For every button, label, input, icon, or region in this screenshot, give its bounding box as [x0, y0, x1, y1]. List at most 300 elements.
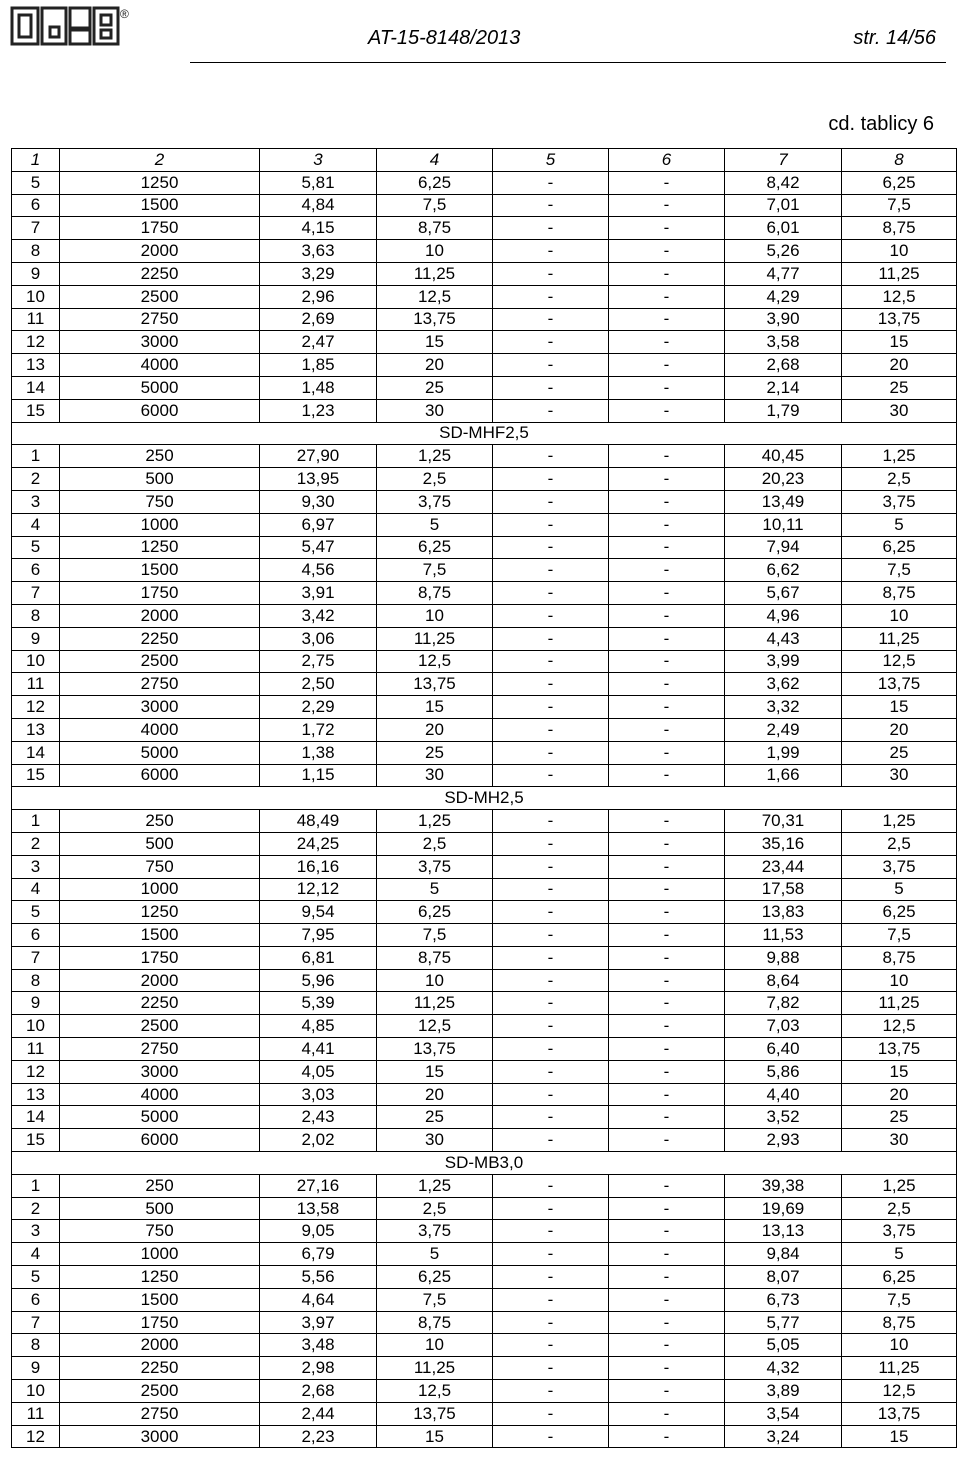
table-cell: - — [493, 1243, 609, 1266]
table-cell: 3,24 — [725, 1425, 842, 1448]
table-cell: 9,84 — [725, 1243, 842, 1266]
table-row — [12, 969, 957, 992]
table-cell: - — [609, 376, 725, 399]
table-cell: 2,14 — [725, 376, 842, 399]
table-cell: - — [609, 673, 725, 696]
table-cell: 13,75 — [842, 308, 957, 331]
table-cell: 2,29 — [260, 696, 377, 719]
table-row — [12, 604, 957, 627]
table-cell: 13,75 — [377, 673, 493, 696]
table-cell: 2 — [12, 1197, 60, 1220]
table-cell: 2500 — [60, 285, 260, 308]
table-cell: 4000 — [60, 354, 260, 377]
table-cell: 3 — [12, 855, 60, 878]
table-cell: 7 — [12, 1311, 60, 1334]
table-cell: - — [609, 308, 725, 331]
table-cell: 11,25 — [842, 992, 957, 1015]
table-cell: 9 — [12, 627, 60, 650]
table-cell: 14 — [12, 1106, 60, 1129]
table-cell: 10 — [842, 240, 957, 263]
table-cell: - — [493, 992, 609, 1015]
table-cell: 2,68 — [725, 354, 842, 377]
table-row — [12, 582, 957, 605]
table-cell: 7 — [12, 946, 60, 969]
table-cell: 10 — [377, 604, 493, 627]
table-cell: 24,25 — [260, 832, 377, 855]
table-cell: - — [609, 354, 725, 377]
table-cell: 13 — [12, 1083, 60, 1106]
table-cell: 2250 — [60, 262, 260, 285]
table-cell: 5,56 — [260, 1266, 377, 1289]
table-row — [12, 1402, 957, 1425]
table-cell: 6000 — [60, 1129, 260, 1152]
table-cell: - — [609, 490, 725, 513]
table-cell: 30 — [377, 399, 493, 422]
table-cell: 1750 — [60, 217, 260, 240]
table-cell: 2000 — [60, 969, 260, 992]
table-cell: 1,25 — [842, 1174, 957, 1197]
registered-mark: ® — [120, 7, 129, 21]
table-cell: 5,05 — [725, 1334, 842, 1357]
table-row — [12, 1288, 957, 1311]
table-cell: 11,25 — [377, 1357, 493, 1380]
table-cell: 7,5 — [377, 194, 493, 217]
table-row — [12, 946, 957, 969]
table-cell: 15 — [842, 1425, 957, 1448]
table-row — [12, 262, 957, 285]
table-cell: 2,5 — [377, 832, 493, 855]
table-cell: 6,25 — [842, 171, 957, 194]
table-cell: 4,15 — [260, 217, 377, 240]
table-cell: 13,75 — [842, 1402, 957, 1425]
table-cell: 4,84 — [260, 194, 377, 217]
table-cell: 2750 — [60, 1402, 260, 1425]
table-cell: 3,90 — [725, 308, 842, 331]
table-cell: 5 — [842, 1243, 957, 1266]
table-cell: 6,25 — [842, 901, 957, 924]
table-cell: 4,85 — [260, 1015, 377, 1038]
table-cell: 7 — [12, 217, 60, 240]
table-cell: 7,94 — [725, 536, 842, 559]
table-row — [12, 1380, 957, 1403]
table-cell: 1,72 — [260, 718, 377, 741]
table-cell: 5,47 — [260, 536, 377, 559]
table-cell: 2000 — [60, 240, 260, 263]
table-cell: 4,43 — [725, 627, 842, 650]
table-cell: 3,29 — [260, 262, 377, 285]
table-cell: - — [609, 1357, 725, 1380]
table-cell: - — [493, 810, 609, 833]
table-cell: 4,41 — [260, 1038, 377, 1061]
table-cell: - — [493, 924, 609, 947]
table-row — [12, 1311, 957, 1334]
table-cell: 250 — [60, 1174, 260, 1197]
table-cell: 2000 — [60, 1334, 260, 1357]
table-row — [12, 1357, 957, 1380]
table-row — [12, 399, 957, 422]
table-cell: - — [493, 878, 609, 901]
table-cell: - — [609, 1060, 725, 1083]
table-cell: 3,75 — [377, 855, 493, 878]
table-cell: 5,39 — [260, 992, 377, 1015]
table-cell: 1,38 — [260, 741, 377, 764]
table-cell: 4000 — [60, 718, 260, 741]
table-cell: - — [493, 331, 609, 354]
table-cell: 2,5 — [842, 1197, 957, 1220]
table-cell: 20 — [842, 1083, 957, 1106]
table-cell: 8,64 — [725, 969, 842, 992]
table-cell: 7,5 — [377, 1288, 493, 1311]
table-cell: 6,62 — [725, 559, 842, 582]
table-row — [12, 1106, 957, 1129]
table-cell: 6 — [12, 194, 60, 217]
table-cell: 8,75 — [377, 946, 493, 969]
table-cell: 3,89 — [725, 1380, 842, 1403]
table-cell: 2,96 — [260, 285, 377, 308]
table-row — [12, 217, 957, 240]
table-cell: 11,25 — [842, 1357, 957, 1380]
table-cell: 15 — [842, 1060, 957, 1083]
table-cell: 12,5 — [377, 1380, 493, 1403]
table-cell: 1,25 — [377, 1174, 493, 1197]
table-cell: 11,25 — [842, 262, 957, 285]
table-cell: 10 — [12, 650, 60, 673]
table-cell: - — [609, 1083, 725, 1106]
table-row — [12, 376, 957, 399]
page-header — [0, 0, 960, 60]
table-cell: 2,23 — [260, 1425, 377, 1448]
table-cell: 1,25 — [377, 810, 493, 833]
table-cell: 6 — [12, 924, 60, 947]
table-cell: - — [493, 1038, 609, 1061]
table-cell: - — [493, 1402, 609, 1425]
table-row — [12, 741, 957, 764]
table-cell: 9,05 — [260, 1220, 377, 1243]
table-cell: 2,02 — [260, 1129, 377, 1152]
table-cell: 3,75 — [377, 1220, 493, 1243]
table-cell: 2250 — [60, 1357, 260, 1380]
table-cell: 500 — [60, 468, 260, 491]
table-cell: 3,52 — [725, 1106, 842, 1129]
table-cell: - — [493, 696, 609, 719]
table-cell: - — [609, 1334, 725, 1357]
table-row — [12, 992, 957, 1015]
table-cell: 1750 — [60, 1311, 260, 1334]
table-cell: - — [609, 764, 725, 787]
table-cell: 1 — [12, 445, 60, 468]
table-cell: 8,75 — [377, 582, 493, 605]
table-cell: 2250 — [60, 627, 260, 650]
table-cell: - — [493, 536, 609, 559]
table-cell: 1500 — [60, 1288, 260, 1311]
table-row — [12, 627, 957, 650]
table-cell: 500 — [60, 1197, 260, 1220]
table-cell: - — [493, 1288, 609, 1311]
table-row — [12, 878, 957, 901]
table-cell: 14 — [12, 376, 60, 399]
table-cell: - — [609, 1038, 725, 1061]
table-cell: 2,98 — [260, 1357, 377, 1380]
table-cell: 13,75 — [842, 673, 957, 696]
table-cell: - — [609, 1311, 725, 1334]
table-cell: - — [609, 718, 725, 741]
table-cell: - — [609, 924, 725, 947]
table-cell: 4000 — [60, 1083, 260, 1106]
table-cell: 2,68 — [260, 1380, 377, 1403]
table-cell: 250 — [60, 445, 260, 468]
table-cell: 7 — [12, 582, 60, 605]
table-cell: 1500 — [60, 924, 260, 947]
table-cell: 12 — [12, 1060, 60, 1083]
table-cell: 12,5 — [842, 285, 957, 308]
table-cell: 2500 — [60, 1380, 260, 1403]
table-cell: 13,75 — [377, 1038, 493, 1061]
table-cell: 6,79 — [260, 1243, 377, 1266]
table-cell: - — [493, 194, 609, 217]
table-cell: 4,64 — [260, 1288, 377, 1311]
table-cell: 4,96 — [725, 604, 842, 627]
table-cell: 15 — [842, 331, 957, 354]
table-cell: 6000 — [60, 399, 260, 422]
table-cell: 9 — [12, 1357, 60, 1380]
table-cell: - — [493, 946, 609, 969]
table-cell: 2750 — [60, 308, 260, 331]
table-cell: 2,5 — [377, 468, 493, 491]
table-cell: - — [609, 1129, 725, 1152]
table-cell: - — [493, 445, 609, 468]
table-cell: 20 — [377, 354, 493, 377]
table-cell: 4 — [12, 878, 60, 901]
table-cell: 8,75 — [377, 217, 493, 240]
table-cell: 7,95 — [260, 924, 377, 947]
column-header-3: 3 — [260, 149, 377, 172]
table-cell: 13,75 — [377, 1402, 493, 1425]
table-cell: 16,16 — [260, 855, 377, 878]
table-cell: - — [609, 855, 725, 878]
table-cell: - — [493, 559, 609, 582]
table-cell: 5,86 — [725, 1060, 842, 1083]
table-cell: - — [493, 1106, 609, 1129]
table-cell: 10 — [842, 969, 957, 992]
table-cell: - — [609, 627, 725, 650]
table-cell: 6,25 — [842, 536, 957, 559]
table-cell: - — [493, 308, 609, 331]
table-cell: - — [609, 1402, 725, 1425]
table-row — [12, 445, 957, 468]
table-cell: 3,99 — [725, 650, 842, 673]
table-cell: 8 — [12, 240, 60, 263]
table-cell: 2,69 — [260, 308, 377, 331]
table-cell: 13,83 — [725, 901, 842, 924]
table-cell: 10 — [12, 1015, 60, 1038]
table-cell: 6,25 — [377, 171, 493, 194]
table-cell: 5,26 — [725, 240, 842, 263]
table-cell: - — [493, 262, 609, 285]
table-cell: - — [493, 217, 609, 240]
table-cell: - — [493, 171, 609, 194]
table-row — [12, 924, 957, 947]
table-cell: - — [493, 354, 609, 377]
column-header-4: 4 — [377, 149, 493, 172]
table-cell: 5 — [12, 536, 60, 559]
table-row — [12, 1266, 957, 1289]
table-cell: - — [609, 1106, 725, 1129]
company-logo — [10, 6, 134, 53]
table-cell: 1,23 — [260, 399, 377, 422]
table-cell: 10 — [377, 240, 493, 263]
table-cell: 19,69 — [725, 1197, 842, 1220]
table-cell: 6,25 — [377, 901, 493, 924]
table-cell: 2750 — [60, 1038, 260, 1061]
table-cell: 6,25 — [842, 1266, 957, 1289]
table-cell: - — [609, 878, 725, 901]
table-cell: 1250 — [60, 901, 260, 924]
table-cell: - — [609, 262, 725, 285]
column-header-8: 8 — [842, 149, 957, 172]
table-cell: 1500 — [60, 559, 260, 582]
table-cell: 6000 — [60, 764, 260, 787]
table-cell: 20 — [377, 718, 493, 741]
table-cell: 3,06 — [260, 627, 377, 650]
table-caption: cd. tablicy 6 — [828, 113, 934, 135]
table-cell: 7,5 — [842, 1288, 957, 1311]
table-cell: 20 — [842, 718, 957, 741]
table-cell: 3 — [12, 490, 60, 513]
table-cell: - — [493, 376, 609, 399]
table-cell: 7,5 — [842, 194, 957, 217]
table-cell: - — [609, 171, 725, 194]
table-row — [12, 1083, 957, 1106]
table-cell: - — [609, 559, 725, 582]
table-cell: - — [609, 1425, 725, 1448]
table-cell: 9 — [12, 262, 60, 285]
table-cell: - — [609, 536, 725, 559]
section-title: SD-MB3,0 — [12, 1152, 957, 1175]
table-cell: 2500 — [60, 1015, 260, 1038]
table-cell: 8,07 — [725, 1266, 842, 1289]
table-cell: - — [609, 650, 725, 673]
table-cell: - — [493, 1083, 609, 1106]
table-row — [12, 308, 957, 331]
table-row — [12, 1060, 957, 1083]
table-cell: 8 — [12, 604, 60, 627]
table-cell: 3000 — [60, 696, 260, 719]
table-cell: - — [493, 969, 609, 992]
column-header-6: 6 — [609, 149, 725, 172]
table-cell: 8 — [12, 969, 60, 992]
table-row — [12, 468, 957, 491]
table-cell: 15 — [377, 331, 493, 354]
table-cell: - — [609, 901, 725, 924]
table-cell: 12,5 — [377, 285, 493, 308]
table-cell: 4,29 — [725, 285, 842, 308]
table-cell: 3,58 — [725, 331, 842, 354]
column-header-7: 7 — [725, 149, 842, 172]
table-cell: - — [493, 1060, 609, 1083]
table-cell: 15 — [12, 1129, 60, 1152]
table-cell: 3000 — [60, 1060, 260, 1083]
table-cell: 5 — [842, 878, 957, 901]
table-cell: 15 — [12, 764, 60, 787]
table-cell: 5,96 — [260, 969, 377, 992]
table-cell: 17,58 — [725, 878, 842, 901]
table-row — [12, 764, 957, 787]
table-cell: 3,03 — [260, 1083, 377, 1106]
table-cell: 13,58 — [260, 1197, 377, 1220]
table-cell: 30 — [842, 399, 957, 422]
table-cell: 25 — [842, 1106, 957, 1129]
table-cell: 4 — [12, 513, 60, 536]
table-cell: 6,25 — [377, 1266, 493, 1289]
table-cell: 4 — [12, 1243, 60, 1266]
table-cell: 11 — [12, 308, 60, 331]
table-row — [12, 513, 957, 536]
header-rule — [190, 62, 946, 63]
table-cell: 12,5 — [377, 650, 493, 673]
table-cell: 8,75 — [377, 1311, 493, 1334]
table-cell: 27,90 — [260, 445, 377, 468]
table-cell: - — [609, 1015, 725, 1038]
table-cell: 10 — [842, 604, 957, 627]
table-cell: 3,63 — [260, 240, 377, 263]
table-cell: 13,75 — [377, 308, 493, 331]
table-cell: - — [493, 1220, 609, 1243]
table-cell: - — [609, 1266, 725, 1289]
table-cell: 3,48 — [260, 1334, 377, 1357]
table-cell: 10 — [842, 1334, 957, 1357]
column-header-5: 5 — [493, 149, 609, 172]
table-cell: 8 — [12, 1334, 60, 1357]
table-cell: 11 — [12, 1038, 60, 1061]
table-row — [12, 650, 957, 673]
table-cell: - — [609, 513, 725, 536]
table-row — [12, 331, 957, 354]
table-cell: - — [609, 1197, 725, 1220]
table-cell: - — [609, 1380, 725, 1403]
table-cell: 12,12 — [260, 878, 377, 901]
table-cell: - — [493, 285, 609, 308]
table-cell: 5 — [377, 513, 493, 536]
table-row — [12, 855, 957, 878]
table-cell: 1750 — [60, 946, 260, 969]
table-cell: - — [609, 399, 725, 422]
table-cell: 12 — [12, 696, 60, 719]
table-cell: 1000 — [60, 878, 260, 901]
table-cell: 9 — [12, 992, 60, 1015]
table-cell: 3,91 — [260, 582, 377, 605]
table-cell: 15 — [377, 1060, 493, 1083]
table-cell: 30 — [377, 1129, 493, 1152]
table-row — [12, 559, 957, 582]
table-cell: 30 — [842, 1129, 957, 1152]
table-row — [12, 901, 957, 924]
table-cell: 3,62 — [725, 673, 842, 696]
table-cell: 11,25 — [377, 262, 493, 285]
table-cell: 5 — [12, 171, 60, 194]
table-cell: 6,01 — [725, 217, 842, 240]
table-cell: - — [609, 445, 725, 468]
table-cell: - — [609, 285, 725, 308]
table-body — [12, 171, 957, 1448]
table-row — [12, 718, 957, 741]
table-cell: 2,75 — [260, 650, 377, 673]
table-cell: 1 — [12, 1174, 60, 1197]
table-cell: 5000 — [60, 376, 260, 399]
table-cell: 11,53 — [725, 924, 842, 947]
table-cell: 750 — [60, 490, 260, 513]
table-row — [12, 285, 957, 308]
table-cell: - — [493, 582, 609, 605]
